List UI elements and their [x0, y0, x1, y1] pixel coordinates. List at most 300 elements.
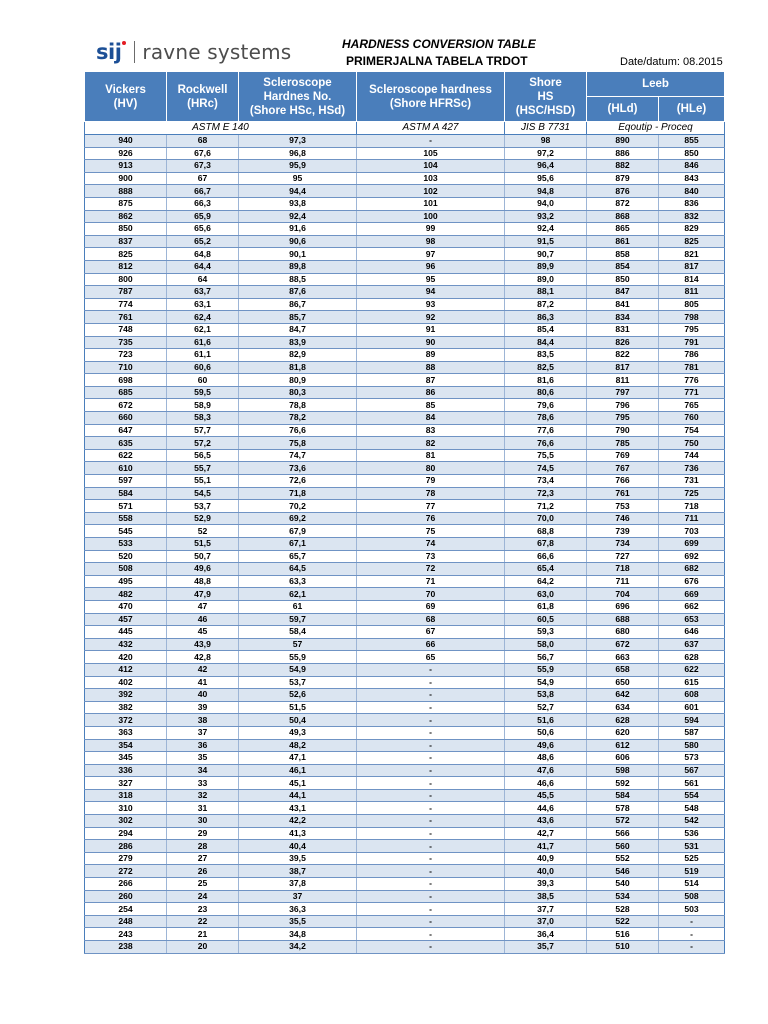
leeb-hld-cell: 795 [587, 412, 659, 425]
rockwell-cell: 42 [167, 663, 239, 676]
vickers-cell: 888 [85, 185, 167, 198]
scleroscope-hsc-cell: 67,9 [239, 525, 357, 538]
vickers-cell: 266 [85, 878, 167, 891]
scleroscope-hsc-cell: 39,5 [239, 852, 357, 865]
table-row [85, 726, 725, 739]
scleroscope-hsc-cell: 62,1 [239, 588, 357, 601]
table-row [85, 374, 725, 387]
table-row [85, 210, 725, 223]
rockwell-cell: 47,9 [167, 588, 239, 601]
leeb-hle-cell: 840 [659, 185, 725, 198]
table-row [85, 462, 725, 475]
shore-hs-cell: 53,8 [505, 689, 587, 702]
vickers-cell: 710 [85, 361, 167, 374]
leeb-hle-cell: 814 [659, 273, 725, 286]
scleroscope-hfrsc-cell: 93 [357, 298, 505, 311]
shore-hs-cell: 95,6 [505, 172, 587, 185]
scleroscope-hfrsc-cell: 91 [357, 323, 505, 336]
scleroscope-hsc-cell: 76,6 [239, 424, 357, 437]
leeb-hld-cell: 566 [587, 827, 659, 840]
shore-hs-cell: 55,9 [505, 663, 587, 676]
leeb-hld-cell: 734 [587, 538, 659, 551]
header-scleroscope-hsc: Scleroscope Hardnes No. (Shore HSc, HSd) [239, 72, 357, 122]
table-row [85, 915, 725, 928]
scleroscope-hfrsc-cell: 99 [357, 223, 505, 236]
leeb-hld-cell: 826 [587, 336, 659, 349]
scleroscope-hsc-cell: 52,6 [239, 689, 357, 702]
rockwell-cell: 49,6 [167, 563, 239, 576]
table-row [85, 777, 725, 790]
leeb-hld-cell: 847 [587, 286, 659, 299]
vickers-cell: 432 [85, 638, 167, 651]
table-row [85, 260, 725, 273]
scleroscope-hsc-cell: 47,1 [239, 752, 357, 765]
vickers-cell: 345 [85, 752, 167, 765]
shore-hs-cell: 37,7 [505, 903, 587, 916]
scleroscope-hfrsc-cell: - [357, 802, 505, 815]
scleroscope-hfrsc-cell: - [357, 878, 505, 891]
leeb-hle-cell: 682 [659, 563, 725, 576]
scleroscope-hsc-cell: 34,2 [239, 941, 357, 954]
leeb-hle-cell: 525 [659, 852, 725, 865]
table-row [85, 525, 725, 538]
scleroscope-hsc-cell: 73,6 [239, 462, 357, 475]
table-row [85, 613, 725, 626]
shore-hs-cell: 73,4 [505, 475, 587, 488]
scleroscope-hsc-cell: 91,6 [239, 223, 357, 236]
leeb-hle-cell: 573 [659, 752, 725, 765]
table-row [85, 449, 725, 462]
shore-hs-cell: 46,6 [505, 777, 587, 790]
rockwell-cell: 59,5 [167, 386, 239, 399]
rockwell-cell: 47 [167, 600, 239, 613]
vickers-cell: 647 [85, 424, 167, 437]
shore-hs-cell: 91,5 [505, 235, 587, 248]
scleroscope-hsc-cell: 57 [239, 638, 357, 651]
leeb-hld-cell: 790 [587, 424, 659, 437]
scleroscope-hfrsc-cell: - [357, 689, 505, 702]
table-row [85, 437, 725, 450]
scleroscope-hsc-cell: 37 [239, 890, 357, 903]
leeb-hld-cell: 552 [587, 852, 659, 865]
leeb-hld-cell: 854 [587, 260, 659, 273]
header-hle: (HLe) [659, 97, 725, 122]
leeb-hld-cell: 850 [587, 273, 659, 286]
table-body [85, 135, 725, 954]
leeb-hld-cell: 658 [587, 663, 659, 676]
shore-hs-cell: 67,8 [505, 538, 587, 551]
header-hld: (HLd) [587, 97, 659, 122]
rockwell-cell: 24 [167, 890, 239, 903]
vickers-cell: 336 [85, 764, 167, 777]
logo-dot-icon [122, 41, 126, 45]
standard-equotip: Eqoutip - Proceq [587, 122, 725, 135]
logo-divider [134, 41, 135, 63]
leeb-hle-cell: - [659, 928, 725, 941]
leeb-hle-cell: 795 [659, 323, 725, 336]
vickers-cell: 470 [85, 600, 167, 613]
scleroscope-hsc-cell: 48,2 [239, 739, 357, 752]
scleroscope-hfrsc-cell: 100 [357, 210, 505, 223]
scleroscope-hfrsc-cell: 84 [357, 412, 505, 425]
table-row [85, 248, 725, 261]
vickers-cell: 260 [85, 890, 167, 903]
leeb-hle-cell: 508 [659, 890, 725, 903]
leeb-hle-cell: 548 [659, 802, 725, 815]
leeb-hle-cell: 561 [659, 777, 725, 790]
vickers-cell: 318 [85, 789, 167, 802]
table-row [85, 815, 725, 828]
shore-hs-cell: 80,6 [505, 386, 587, 399]
scleroscope-hfrsc-cell: 78 [357, 487, 505, 500]
leeb-hld-cell: 696 [587, 600, 659, 613]
company-logo [96, 38, 291, 66]
table-row [85, 588, 725, 601]
table-row [85, 487, 725, 500]
rockwell-cell: 67 [167, 172, 239, 185]
shore-hs-cell: 66,6 [505, 550, 587, 563]
scleroscope-hfrsc-cell: 72 [357, 563, 505, 576]
rockwell-cell: 64 [167, 273, 239, 286]
leeb-hld-cell: 886 [587, 147, 659, 160]
leeb-hle-cell: 825 [659, 235, 725, 248]
scleroscope-hsc-cell: 78,2 [239, 412, 357, 425]
scleroscope-hfrsc-cell: - [357, 903, 505, 916]
leeb-hld-cell: 785 [587, 437, 659, 450]
rockwell-cell: 25 [167, 878, 239, 891]
leeb-hle-cell: 855 [659, 135, 725, 148]
leeb-hle-cell: 829 [659, 223, 725, 236]
scleroscope-hfrsc-cell: 89 [357, 349, 505, 362]
scleroscope-hfrsc-cell: 82 [357, 437, 505, 450]
vickers-cell: 812 [85, 260, 167, 273]
shore-hs-cell: 77,6 [505, 424, 587, 437]
leeb-hle-cell: 531 [659, 840, 725, 853]
shore-hs-cell: 78,6 [505, 412, 587, 425]
scleroscope-hsc-cell: 42,2 [239, 815, 357, 828]
table-row [85, 575, 725, 588]
header-vickers: Vickers (HV) [85, 72, 167, 122]
scleroscope-hsc-cell: 81,8 [239, 361, 357, 374]
scleroscope-hsc-cell: 40,4 [239, 840, 357, 853]
rockwell-cell: 27 [167, 852, 239, 865]
scleroscope-hsc-cell: 61 [239, 600, 357, 613]
scleroscope-hfrsc-cell: - [357, 739, 505, 752]
vickers-cell: 495 [85, 575, 167, 588]
document-title: HARDNESS CONVERSION TABLE [342, 37, 536, 51]
leeb-hle-cell: 699 [659, 538, 725, 551]
leeb-hle-cell: 754 [659, 424, 725, 437]
scleroscope-hsc-cell: 46,1 [239, 764, 357, 777]
leeb-hle-cell: 736 [659, 462, 725, 475]
header-leeb: Leeb [587, 72, 725, 97]
scleroscope-hfrsc-cell: - [357, 827, 505, 840]
leeb-hld-cell: 572 [587, 815, 659, 828]
scleroscope-hsc-cell: 90,6 [239, 235, 357, 248]
scleroscope-hfrsc-cell: 90 [357, 336, 505, 349]
vickers-cell: 294 [85, 827, 167, 840]
leeb-hle-cell: 771 [659, 386, 725, 399]
table-row [85, 638, 725, 651]
document-subtitle: PRIMERJALNA TABELA TRDOT [346, 54, 528, 68]
scleroscope-hfrsc-cell: 71 [357, 575, 505, 588]
leeb-hld-cell: 592 [587, 777, 659, 790]
scleroscope-hsc-cell: 72,6 [239, 475, 357, 488]
shore-hs-cell: 83,5 [505, 349, 587, 362]
leeb-hle-cell: 703 [659, 525, 725, 538]
scleroscope-hsc-cell: 45,1 [239, 777, 357, 790]
shore-hs-cell: 94,8 [505, 185, 587, 198]
shore-hs-cell: 49,6 [505, 739, 587, 752]
leeb-hld-cell: 598 [587, 764, 659, 777]
table-row [85, 752, 725, 765]
leeb-hld-cell: 510 [587, 941, 659, 954]
shore-hs-cell: 48,6 [505, 752, 587, 765]
rockwell-cell: 50,7 [167, 550, 239, 563]
shore-hs-cell: 72,3 [505, 487, 587, 500]
leeb-hld-cell: 620 [587, 726, 659, 739]
scleroscope-hsc-cell: 78,8 [239, 399, 357, 412]
scleroscope-hfrsc-cell: 102 [357, 185, 505, 198]
rockwell-cell: 34 [167, 764, 239, 777]
rockwell-cell: 52 [167, 525, 239, 538]
vickers-cell: 862 [85, 210, 167, 223]
leeb-hld-cell: 650 [587, 676, 659, 689]
leeb-hld-cell: 540 [587, 878, 659, 891]
vickers-cell: 372 [85, 714, 167, 727]
leeb-hle-cell: 731 [659, 475, 725, 488]
leeb-hle-cell: 781 [659, 361, 725, 374]
shore-hs-cell: 35,7 [505, 941, 587, 954]
vickers-cell: 382 [85, 701, 167, 714]
table-row [85, 223, 725, 236]
table-row [85, 538, 725, 551]
leeb-hle-cell: 608 [659, 689, 725, 702]
shore-hs-cell: 84,4 [505, 336, 587, 349]
leeb-hld-cell: 688 [587, 613, 659, 626]
table-row [85, 336, 725, 349]
scleroscope-hfrsc-cell: 104 [357, 160, 505, 173]
scleroscope-hfrsc-cell: 94 [357, 286, 505, 299]
shore-hs-cell: 43,6 [505, 815, 587, 828]
table-row [85, 311, 725, 324]
scleroscope-hsc-cell: 59,7 [239, 613, 357, 626]
scleroscope-hfrsc-cell: - [357, 890, 505, 903]
shore-hs-cell: 90,7 [505, 248, 587, 261]
leeb-hle-cell: 615 [659, 676, 725, 689]
leeb-hle-cell: 676 [659, 575, 725, 588]
table-row [85, 412, 725, 425]
shore-hs-cell: 94,0 [505, 197, 587, 210]
rockwell-cell: 20 [167, 941, 239, 954]
vickers-cell: 354 [85, 739, 167, 752]
shore-hs-cell: 54,9 [505, 676, 587, 689]
header-shore-hs: Shore HS (HSC/HSD) [505, 72, 587, 122]
scleroscope-hfrsc-cell: - [357, 726, 505, 739]
rockwell-cell: 64,4 [167, 260, 239, 273]
table-row [85, 323, 725, 336]
scleroscope-hfrsc-cell: 76 [357, 512, 505, 525]
scleroscope-hfrsc-cell: 80 [357, 462, 505, 475]
leeb-hld-cell: 865 [587, 223, 659, 236]
header-scleroscope-hfrsc: Scleroscope hardness (Shore HFRSc) [357, 72, 505, 122]
leeb-hld-cell: 546 [587, 865, 659, 878]
rockwell-cell: 38 [167, 714, 239, 727]
scleroscope-hsc-cell: 53,7 [239, 676, 357, 689]
table-row [85, 789, 725, 802]
rockwell-cell: 62,4 [167, 311, 239, 324]
leeb-hld-cell: 753 [587, 500, 659, 513]
vickers-cell: 254 [85, 903, 167, 916]
leeb-hld-cell: 876 [587, 185, 659, 198]
leeb-hle-cell: 836 [659, 197, 725, 210]
rockwell-cell: 41 [167, 676, 239, 689]
rockwell-cell: 56,5 [167, 449, 239, 462]
scleroscope-hsc-cell: 95 [239, 172, 357, 185]
rockwell-cell: 42,8 [167, 651, 239, 664]
leeb-hle-cell: 669 [659, 588, 725, 601]
scleroscope-hsc-cell: 82,9 [239, 349, 357, 362]
scleroscope-hsc-cell: 88,5 [239, 273, 357, 286]
vickers-cell: 402 [85, 676, 167, 689]
leeb-hle-cell: 567 [659, 764, 725, 777]
vickers-cell: 597 [85, 475, 167, 488]
table-row [85, 172, 725, 185]
shore-hs-cell: 39,3 [505, 878, 587, 891]
vickers-cell: 825 [85, 248, 167, 261]
vickers-cell: 392 [85, 689, 167, 702]
leeb-hle-cell: 832 [659, 210, 725, 223]
vickers-cell: 248 [85, 915, 167, 928]
leeb-hle-cell: 587 [659, 726, 725, 739]
table-row [85, 714, 725, 727]
leeb-hld-cell: 606 [587, 752, 659, 765]
leeb-hle-cell: 554 [659, 789, 725, 802]
shore-hs-cell: 56,7 [505, 651, 587, 664]
vickers-cell: 286 [85, 840, 167, 853]
leeb-hle-cell: 817 [659, 260, 725, 273]
scleroscope-hfrsc-cell: 81 [357, 449, 505, 462]
rockwell-cell: 64,8 [167, 248, 239, 261]
vickers-cell: 310 [85, 802, 167, 815]
shore-hs-cell: 63,0 [505, 588, 587, 601]
vickers-cell: 327 [85, 777, 167, 790]
table-row [85, 663, 725, 676]
scleroscope-hsc-cell: 70,2 [239, 500, 357, 513]
leeb-hld-cell: 634 [587, 701, 659, 714]
rockwell-cell: 57,2 [167, 437, 239, 450]
table-row [85, 827, 725, 840]
table-row [85, 689, 725, 702]
shore-hs-cell: 97,2 [505, 147, 587, 160]
scleroscope-hfrsc-cell: 88 [357, 361, 505, 374]
scleroscope-hfrsc-cell: 79 [357, 475, 505, 488]
table-row [85, 361, 725, 374]
scleroscope-hsc-cell: 94,4 [239, 185, 357, 198]
rockwell-cell: 33 [167, 777, 239, 790]
vickers-cell: 698 [85, 374, 167, 387]
leeb-hle-cell: 750 [659, 437, 725, 450]
leeb-hld-cell: 522 [587, 915, 659, 928]
leeb-hld-cell: 834 [587, 311, 659, 324]
leeb-hle-cell: 711 [659, 512, 725, 525]
shore-hs-cell: 86,3 [505, 311, 587, 324]
scleroscope-hsc-cell: 55,9 [239, 651, 357, 664]
shore-hs-cell: 36,4 [505, 928, 587, 941]
scleroscope-hfrsc-cell: 67 [357, 626, 505, 639]
rockwell-cell: 51,5 [167, 538, 239, 551]
rockwell-cell: 46 [167, 613, 239, 626]
scleroscope-hfrsc-cell: - [357, 941, 505, 954]
vickers-cell: 748 [85, 323, 167, 336]
shore-hs-cell: 68,8 [505, 525, 587, 538]
leeb-hle-cell: 519 [659, 865, 725, 878]
leeb-hld-cell: 872 [587, 197, 659, 210]
rockwell-cell: 61,1 [167, 349, 239, 362]
table-row [85, 840, 725, 853]
leeb-hld-cell: 766 [587, 475, 659, 488]
scleroscope-hfrsc-cell: 98 [357, 235, 505, 248]
rockwell-cell: 67,3 [167, 160, 239, 173]
leeb-hle-cell: 744 [659, 449, 725, 462]
scleroscope-hfrsc-cell: 105 [357, 147, 505, 160]
table-row [85, 160, 725, 173]
shore-hs-cell: 44,6 [505, 802, 587, 815]
shore-hs-cell: 47,6 [505, 764, 587, 777]
rockwell-cell: 26 [167, 865, 239, 878]
rockwell-cell: 57,7 [167, 424, 239, 437]
table-row [85, 903, 725, 916]
leeb-hld-cell: 718 [587, 563, 659, 576]
scleroscope-hsc-cell: 63,3 [239, 575, 357, 588]
shore-hs-cell: 59,3 [505, 626, 587, 639]
scleroscope-hsc-cell: 85,7 [239, 311, 357, 324]
leeb-hld-cell: 663 [587, 651, 659, 664]
rockwell-cell: 43,9 [167, 638, 239, 651]
rockwell-cell: 63,7 [167, 286, 239, 299]
vickers-cell: 571 [85, 500, 167, 513]
table-row [85, 235, 725, 248]
table-row [85, 349, 725, 362]
shore-hs-cell: 85,4 [505, 323, 587, 336]
leeb-hle-cell: 786 [659, 349, 725, 362]
table-row [85, 626, 725, 639]
rockwell-cell: 62,1 [167, 323, 239, 336]
rockwell-cell: 53,7 [167, 500, 239, 513]
leeb-hld-cell: 879 [587, 172, 659, 185]
rockwell-cell: 65,6 [167, 223, 239, 236]
vickers-cell: 800 [85, 273, 167, 286]
table-row [85, 739, 725, 752]
scleroscope-hfrsc-cell: 68 [357, 613, 505, 626]
vickers-cell: 850 [85, 223, 167, 236]
leeb-hld-cell: 817 [587, 361, 659, 374]
shore-hs-cell: 89,9 [505, 260, 587, 273]
leeb-hld-cell: 560 [587, 840, 659, 853]
scleroscope-hsc-cell: 74,7 [239, 449, 357, 462]
leeb-hld-cell: 704 [587, 588, 659, 601]
scleroscope-hsc-cell: 97,3 [239, 135, 357, 148]
leeb-hle-cell: 637 [659, 638, 725, 651]
scleroscope-hsc-cell: 41,3 [239, 827, 357, 840]
scleroscope-hfrsc-cell: - [357, 701, 505, 714]
scleroscope-hfrsc-cell: 97 [357, 248, 505, 261]
vickers-cell: 520 [85, 550, 167, 563]
vickers-cell: 622 [85, 449, 167, 462]
table-row [85, 550, 725, 563]
rockwell-cell: 55,1 [167, 475, 239, 488]
scleroscope-hsc-cell: 58,4 [239, 626, 357, 639]
